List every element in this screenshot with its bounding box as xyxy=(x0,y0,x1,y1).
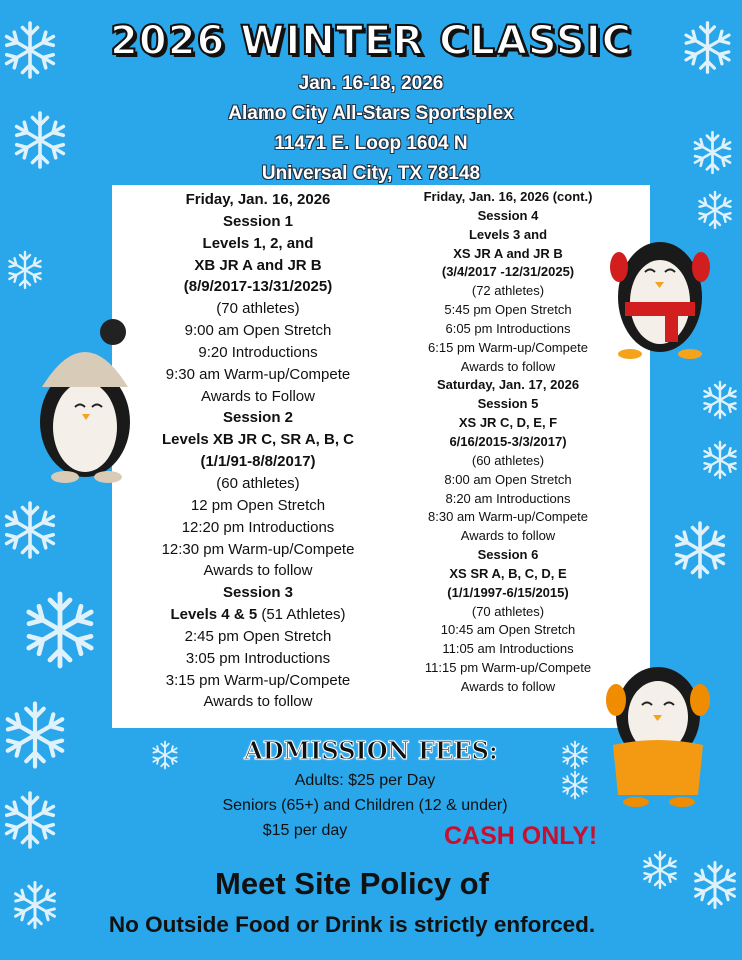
snowflake-icon xyxy=(0,790,60,850)
schedule-line-text: Friday, Jan. 16, 2026 (cont.) xyxy=(423,189,593,204)
schedule-line xyxy=(128,276,388,298)
schedule-line-text: (60 athletes) xyxy=(471,452,545,468)
schedule-line xyxy=(398,339,618,358)
cash-only-notice: CASH ONLY! xyxy=(444,822,598,850)
schedule-line-text: 6/16/2015-3/3/2017) xyxy=(449,433,567,449)
schedule-line xyxy=(128,386,388,408)
schedule-line-text: (1/1/1997-6/15/2015) xyxy=(447,584,569,600)
schedule-line-text: 8:30 am Warm-up/Compete xyxy=(428,509,588,525)
schedule-line xyxy=(398,320,618,339)
venue-city: Universal City, TX 78148 xyxy=(261,163,481,184)
venue-street: 11471 E. Loop 1604 N xyxy=(274,133,468,154)
schedule-line xyxy=(398,621,618,640)
schedule-line xyxy=(128,255,388,277)
schedule-line-text: Awards to follow xyxy=(203,693,313,711)
schedule-line-text: XB JR A and JR B xyxy=(194,256,322,274)
schedule-line xyxy=(398,490,618,509)
schedule-line xyxy=(128,495,388,517)
schedule-line xyxy=(398,584,618,603)
schedule-line-text: Session 2 xyxy=(222,409,294,427)
penguin-earmuffs-illustration xyxy=(605,232,715,362)
venue-name: Alamo City All-Stars Sportsplex xyxy=(228,103,514,124)
schedule-line xyxy=(398,301,618,320)
schedule-line-text: Awards to follow xyxy=(460,528,556,544)
schedule-line-text: (70 athletes) xyxy=(471,603,545,619)
schedule-line xyxy=(398,527,618,546)
schedule-line-text: 9:30 am Warm-up/Compete xyxy=(165,365,351,383)
schedule-line-text: 6:05 pm Introductions xyxy=(445,320,571,336)
schedule-line xyxy=(398,678,618,697)
schedule-line xyxy=(398,245,618,264)
schedule-line xyxy=(128,364,388,386)
schedule-line-text: 12:20 pm Introductions xyxy=(181,518,335,536)
snowflake-icon xyxy=(670,520,730,580)
event-title: 2026 WINTER CLASSIC xyxy=(110,18,632,64)
schedule-line-text: 2:45 pm Open Stretch xyxy=(184,627,332,645)
schedule-line xyxy=(128,670,388,692)
schedule-line xyxy=(398,358,618,377)
schedule-line xyxy=(128,473,388,495)
schedule-line xyxy=(398,452,618,471)
schedule-line xyxy=(128,342,388,364)
snowflake-icon xyxy=(700,440,740,480)
schedule-line-text: (1/1/91-8/8/2017) xyxy=(200,453,316,471)
schedule-line xyxy=(398,546,618,565)
schedule-line-text: Awards to follow xyxy=(203,562,313,580)
schedule-line xyxy=(398,376,618,395)
schedule-column-left xyxy=(128,189,388,713)
schedule-line-text: 9:00 am Open Stretch xyxy=(184,322,332,340)
penguin-beanie-illustration xyxy=(30,312,140,487)
schedule-line xyxy=(398,188,618,207)
schedule-line-text: 12:30 pm Warm-up/Compete xyxy=(161,540,355,558)
schedule-line xyxy=(398,414,618,433)
adult-fee: Adults: $25 per Day xyxy=(294,772,436,789)
schedule-line-text: XS JR C, D, E, F xyxy=(458,415,558,431)
policy-heading: Meet Site Policy of xyxy=(215,866,489,901)
snowflake-icon xyxy=(700,380,740,420)
schedule-line xyxy=(398,282,618,301)
schedule-line-text: Session 5 xyxy=(477,396,539,412)
schedule-line xyxy=(128,604,388,626)
schedule-line xyxy=(398,471,618,490)
schedule-line xyxy=(128,298,388,320)
schedule-line-extra: (51 Athletes) xyxy=(257,606,346,624)
schedule-line xyxy=(128,320,388,342)
schedule-line xyxy=(128,582,388,604)
schedule-line-text: Levels 1, 2, and xyxy=(202,234,314,252)
policy-text: No Outside Food or Drink is strictly enforced. xyxy=(108,912,596,937)
schedule-line-text: 3:05 pm Introductions xyxy=(185,649,331,667)
penguin-sweater-illustration xyxy=(598,655,718,810)
event-dates: Jan. 16-18, 2026 xyxy=(298,73,444,94)
schedule-line-text: Session 6 xyxy=(477,547,539,563)
schedule-line xyxy=(128,691,388,713)
snowflake-icon xyxy=(695,190,735,230)
schedule-line-text: Awards to follow xyxy=(460,678,556,694)
schedule-line-text: (72 athletes) xyxy=(471,283,545,299)
senior-child-price: $15 per day xyxy=(262,822,348,839)
schedule-line-text: Friday, Jan. 16, 2026 xyxy=(185,191,331,208)
schedule-line-text: (3/4/2017 -12/31/2025) xyxy=(441,264,575,280)
schedule-line-text: XS JR A and JR B xyxy=(453,245,563,261)
snowflake-icon xyxy=(5,250,45,290)
schedule-line-text: 11:15 pm Warm-up/Compete xyxy=(424,660,592,676)
schedule-line-text: 5:45 pm Open Stretch xyxy=(444,302,572,318)
schedule-line xyxy=(128,429,388,451)
schedule-line xyxy=(398,395,618,414)
schedule-line-text: 11:05 am Introductions xyxy=(442,641,574,657)
schedule-line-text: 3:15 pm Warm-up/Compete xyxy=(165,671,351,689)
schedule-line xyxy=(128,211,388,233)
schedule-line xyxy=(128,626,388,648)
schedule-line xyxy=(398,565,618,584)
schedule-line xyxy=(398,226,618,245)
snowflake-icon xyxy=(20,590,100,670)
schedule-line xyxy=(128,539,388,561)
schedule-line-text: Session 3 xyxy=(222,584,294,602)
schedule-line-text: Awards to Follow xyxy=(201,387,315,405)
admission-fees-heading: ADMISSION FEES: xyxy=(244,736,498,765)
schedule-line-text: Session 1 xyxy=(222,212,294,230)
schedule-line-text: 12 pm Open Stretch xyxy=(190,496,326,514)
senior-child-fee: Seniors (65+) and Children (12 & under) xyxy=(222,797,508,814)
schedule-line xyxy=(128,407,388,429)
schedule-line-text: Session 4 xyxy=(477,207,539,223)
schedule-line xyxy=(398,207,618,226)
schedule-line xyxy=(398,659,618,678)
schedule-line xyxy=(128,648,388,670)
schedule-line xyxy=(398,603,618,622)
schedule-line-text: (60 athletes) xyxy=(216,474,300,492)
schedule-line-text: Awards to follow xyxy=(460,358,556,374)
schedule-line xyxy=(128,560,388,582)
schedule-line xyxy=(128,233,388,255)
schedule-line-text: Levels 3 and xyxy=(468,226,548,242)
schedule-line xyxy=(398,433,618,452)
schedule-line-text: Levels 4 & 5 xyxy=(170,606,258,624)
snowflake-icon xyxy=(0,500,60,560)
schedule-line-text: Saturday, Jan. 17, 2026 xyxy=(436,377,580,393)
schedule-line-text: Levels XB JR C, SR A, B, C xyxy=(162,431,354,449)
schedule-line xyxy=(398,508,618,527)
schedule-line xyxy=(128,451,388,473)
schedule-column-right xyxy=(398,188,618,697)
schedule-line-text: 6:15 pm Warm-up/Compete xyxy=(428,339,588,355)
schedule-line xyxy=(398,263,618,282)
schedule-line-text: XS SR A, B, C, D, E xyxy=(449,565,567,581)
schedule-line-text: 8:20 am Introductions xyxy=(445,490,571,506)
schedule-line xyxy=(398,640,618,659)
schedule-line-text: 8:00 am Open Stretch xyxy=(444,471,572,487)
schedule-line-text: 10:45 am Open Stretch xyxy=(440,622,576,638)
schedule-line xyxy=(128,189,388,211)
schedule-line-text: 9:20 Introductions xyxy=(198,343,318,361)
schedule-line-text: (8/9/2017-13/31/2025) xyxy=(183,278,333,296)
schedule-line-text: (70 athletes) xyxy=(216,300,300,318)
schedule-line xyxy=(128,517,388,539)
